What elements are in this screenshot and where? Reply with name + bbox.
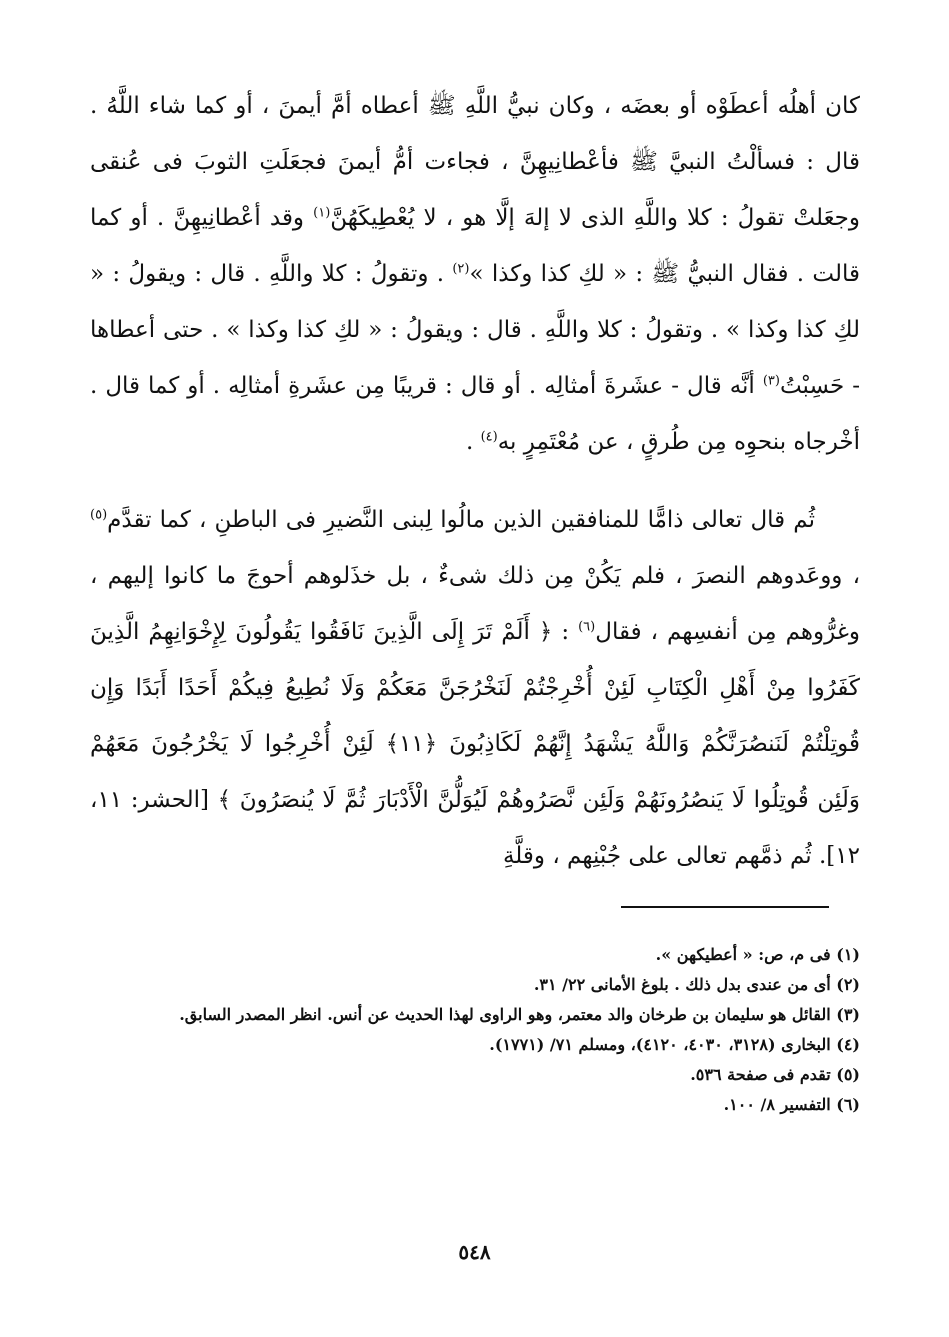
- footnote-ref[interactable]: (٥): [90, 507, 108, 523]
- footnote-item: (٥) تقدم فى صفحة ٥٣٦.: [690, 1065, 860, 1084]
- footnote-ref[interactable]: (٦): [578, 619, 596, 635]
- text-segment: ، ووعَدوهم النصرَ ، فلم يَكُنْ مِن ذلك شىءٌ ، بل خذَلوهم أحوجَ ما كانوا إليهم ، وغرُّوهم مِن أنفسِهم ، فقال: [90, 563, 860, 645]
- quran-verse: ﴿ أَلَمْ تَرَ إِلَى الَّذِينَ نَافَقُوا يَقُولُونَ لِإِخْوَانِهِمُ الَّذِينَ كَفَرُوا مِنْ أَهْلِ الْكِتَابِ لَئِنْ أُخْرِجْتُمْ لَنَخْرُجَنَّ مَعَكُمْ وَلَا نُطِيعُ فِيكُمْ أَحَدًا أَبَدًا وَإِن قُوتِلْتُمْ لَنَنصُرَنَّكُمْ وَاللَّهُ يَشْهَدُ إِنَّهُمْ لَكَاذِبُونَ ﴿١١﴾ لَئِنْ أُخْرِجُوا لَا يَخْرُجُونَ مَعَهُمْ وَلَئِن قُوتِلُوا لَا يَنصُرُونَهُمْ وَلَئِن نَّصَرُوهُمْ لَيُوَلُّنَّ الْأَدْبَارَ ثُمَّ لَا يُنصَرُونَ ﴾: [90, 619, 860, 813]
- footnote-item: (١) فى م، ص: « أعطيكهن ».: [655, 945, 860, 964]
- text-segment: كان أهلُه أعطَوْه أو بعضَه ، وكان نبيُّ اللَّهِ ﷺ أعطاه أمَّ أيمنَ ، أو كما شاء اللَّهُ . قال : فسألْتُ النبيَّ ﷺ فأعْطانِيهِنَّ ، فجاءت أمُّ أيمنَ فجعَلَتِ الثوبَ فى عُنقى وجعَلتْ تقولُ : كلا واللَّهِ الذى لا إلهَ إلَّا هو ، لا يُعْطِيكَهُنَّ: [90, 93, 860, 231]
- footnote-ref[interactable]: (٢): [452, 261, 470, 277]
- text-segment: أنَّه قال - عشَرةَ أمثالِه . أو قال : قريبًا مِن عشَرةِ أمثالِه . أو كما قال . أخْرجاه بنحوِه مِن طُرقٍ ، عن مُعْتَمِرٍ به: [90, 373, 860, 455]
- footnote-ref[interactable]: (١): [313, 205, 331, 221]
- footnote-item: (٤) البخارى (٣١٢٨، ٤٠٣٠، ٤١٢٠)، ومسلم ٧١/ (١٧٧١).: [489, 1035, 860, 1054]
- main-text: [90, 78, 860, 884]
- footnote-ref[interactable]: (٤): [480, 429, 498, 445]
- text-segment: وقد أعْطانِيهِنَّ . أو كما قالت . فقال النبيُّ ﷺ : « لكِ كذا وكذا »: [90, 205, 860, 287]
- footnote-item: (٦) التفسير ٨/ ١٠٠.: [723, 1095, 860, 1114]
- text-segment: :: [552, 619, 579, 645]
- text-segment: [الحشر: ١١، ١٢]. ثُم ذمَّهم تعالى على جُبْنِهم ، وقلَّةِ: [90, 787, 860, 869]
- footnote-item: (٢) أى من عندى بدل ذلك . بلوغ الأمانى ٢٢/ ٣١.: [533, 975, 860, 994]
- footnote-ref[interactable]: (٣): [762, 373, 780, 389]
- paragraph-commentary: [90, 492, 860, 884]
- text-segment: .: [465, 429, 481, 455]
- text-segment: . وتقولُ : كلا واللَّهِ . قال : ويقولُ : « لكِ كذا وكذا » . وتقولُ : كلا واللَّهِ . قال : ويقولُ : « لكِ كذا وكذا » . حتى أعطاها - حَسِبْتُ: [90, 261, 861, 399]
- footnotes: [90, 940, 860, 1120]
- footnote-item: (٣) القائل هو سليمان بن طرخان والد معتمر، وهو الراوى لهذا الحديث عن أنس. انظر المصدر السابق.: [179, 1005, 860, 1024]
- footnote-divider: [621, 906, 829, 908]
- paragraph-hadith: [90, 78, 860, 470]
- text-segment: ثُم قال تعالى ذامًّا للمنافقين الذين مالُوا لِبنى النَّضيرِ فى الباطنِ ، كما تقدَّم: [107, 507, 815, 533]
- page-number: ٥٤٨: [458, 1240, 491, 1264]
